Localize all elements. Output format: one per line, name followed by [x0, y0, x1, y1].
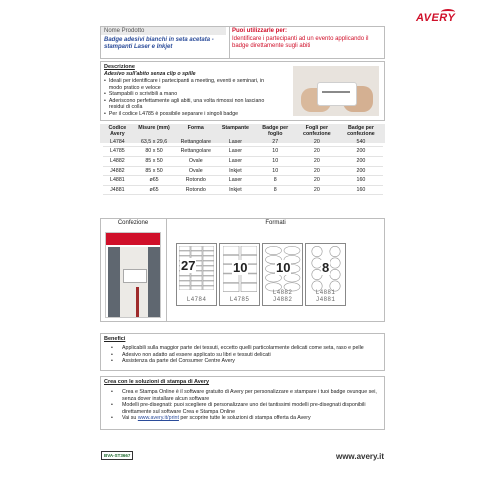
benefici-list: [111, 345, 381, 365]
col-header: Codice Avery: [108, 125, 127, 138]
table-row: J4881 ø65 Rotondo Inkjet 8 20 160: [103, 185, 383, 195]
table-row: L4785 80 x 50 Rettangolare Laser 10 20 200: [103, 147, 383, 157]
format-count: 10: [233, 260, 248, 275]
table-row: L4784 63,5 x 29,6 Rettangolare Laser 27 20 540: [103, 138, 383, 147]
table-row: L4882 85 x 50 Ovale Laser 10 20 200: [103, 157, 383, 167]
badge-sample: [317, 82, 357, 106]
print-link[interactable]: www.avery.it/print: [137, 415, 179, 422]
col-header: Stampante: [221, 125, 249, 131]
product-name-label: Nome Prodotto: [104, 28, 145, 34]
benefici-box: [100, 333, 385, 371]
format-card-l4785: [219, 243, 260, 306]
col-header: Fogli per confezione: [303, 125, 331, 138]
product-name: Badge adesivi bianchi in seta acetata - stampanti Laser e Inkjet: [104, 37, 214, 50]
list-item: • Vai su www.avery.it/print per scoprire tutte le soluzioni di stampa offerta da Avery: [111, 415, 311, 422]
badge-on-shirt: [123, 269, 147, 283]
product-photo: [293, 66, 379, 116]
tie: [136, 287, 139, 317]
footer-url[interactable]: www.avery.it: [335, 452, 384, 461]
format-code-2: J4881: [315, 296, 336, 303]
col-header: Forma: [187, 125, 204, 131]
format-card-l4882: [262, 243, 303, 306]
description-bullets: [104, 78, 274, 118]
avery-logo: [412, 9, 470, 27]
list-item: • Applicabili sulla maggior parte dei tessuti, eccetto quelli particolarmente delicati come seta, raso e pelle: [111, 345, 364, 351]
list-item: • Stampabili o scrivibili a mano: [104, 91, 178, 98]
confezione-title: Confezione: [117, 220, 149, 226]
col-header: Badge per foglio: [262, 125, 289, 138]
format-code-2: J4882: [272, 296, 293, 303]
use-label: Puoi utilizzarle per:: [232, 28, 288, 34]
soluzioni-list: [111, 389, 381, 422]
certification-badge: BVA-ST3667: [101, 451, 133, 460]
list-item: • Assistenza da parte del Consumer Centre Avery: [111, 358, 235, 365]
description-subtitle: Adesivo sull'abito senza clip o spille: [104, 71, 196, 77]
soluzioni-box: [100, 376, 385, 430]
description-title: Descrizione: [104, 64, 135, 70]
col-header: Misure (mm): [138, 125, 170, 131]
package-header: [106, 233, 161, 245]
format-card-l4881: [305, 243, 346, 306]
col-header: Badge per confezione: [347, 125, 375, 138]
logo-text: AVERY: [416, 12, 456, 24]
table-row: J4882 85 x 50 Ovale Inkjet 10 20 200: [103, 166, 383, 176]
header-box: [100, 26, 385, 59]
format-code: L4882: [272, 289, 293, 296]
list-item: • Modelli pre-disegnati: puoi scegliere di personalizzare uno dei tantissimi modelli pre-disegnati disponibili direttamente sul software Crea e Stampa Online: [111, 402, 366, 415]
soluzioni-title: Crea con le soluzioni di stampa di Avery: [104, 379, 210, 385]
format-code: L4785: [229, 296, 250, 303]
format-code: L4881: [315, 289, 336, 296]
benefici-title: Benefici: [104, 336, 126, 342]
format-count: 10: [276, 260, 291, 275]
list-item: • Ideali per identificare i partecipanti a meeting, eventi e seminari, in modo pratico e veloce: [104, 78, 265, 91]
list-item: • Crea e Stampa Online è il software gratuito di Avery per personalizzare e stampare i tuoi badge ovunque sei, senza dover installare alcun software: [111, 389, 377, 402]
description-box: [100, 61, 385, 121]
format-card-l4784: [176, 243, 217, 306]
spec-table: [103, 125, 383, 195]
formati-title: Formati: [265, 220, 286, 226]
list-item: • Aderiscono perfettamente agli abiti, una volta rimossi non lasciano residui di colla: [104, 97, 265, 111]
format-code: L4784: [186, 296, 207, 303]
list-item: • Adesivo non adatto ad essere applicato su libri e tessuti delicati: [111, 351, 271, 358]
format-count: 8: [322, 260, 330, 275]
format-count: 27: [181, 258, 196, 273]
table-row: L4881 ø65 Rotondo Laser 8 20 160: [103, 176, 383, 186]
use-text: Identificare i partecipanti ad un evento applicando il badge direttamente sugli abiti: [232, 36, 369, 49]
package-image: [105, 232, 161, 318]
list-item: • Per il codice L4785 è possibile separare i singoli badge: [104, 110, 239, 117]
